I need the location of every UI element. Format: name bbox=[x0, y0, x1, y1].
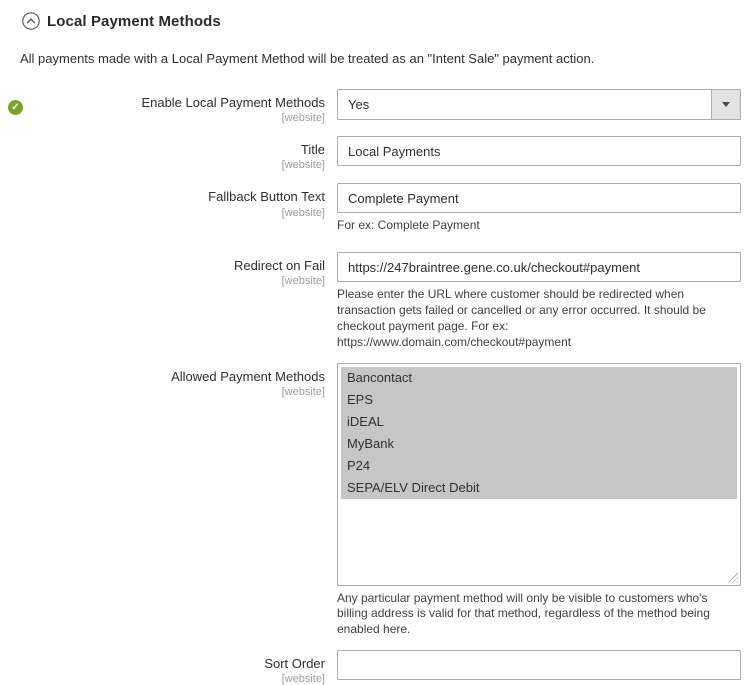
field-row-title bbox=[0, 136, 750, 171]
field-note: Any particular payment method will only be visible to customers who's billing address is valid for that method, regardless of the method being enabled here. bbox=[337, 590, 710, 637]
field-note: For ex: Complete Payment bbox=[337, 218, 480, 233]
section-title: Local Payment Methods bbox=[47, 12, 221, 30]
multiselect-option-ideal[interactable]: iDEAL bbox=[341, 411, 737, 433]
multiselect-option-sepa-elv-direct-debit[interactable]: SEPA/ELV Direct Debit bbox=[341, 477, 737, 499]
valid-check-icon: ✓ bbox=[8, 100, 23, 115]
field-scope: [website] bbox=[281, 385, 325, 398]
field-note: Please enter the URL where customer should be redirected when transaction gets failed or cancelled or any error occurred. It should be checkout payment page. For ex: https://www.domain.com/checkout#payment bbox=[337, 287, 706, 349]
redirect-on-fail-input[interactable] bbox=[337, 252, 741, 282]
field-row-redirect-on-fail bbox=[0, 252, 750, 350]
config-form bbox=[0, 89, 750, 685]
field-label: Sort Order bbox=[264, 656, 325, 672]
field-label-block bbox=[28, 363, 325, 398]
field-row-fallback-button-text bbox=[0, 183, 750, 234]
allowed-payment-methods-multiselect[interactable] bbox=[337, 363, 741, 586]
field-label-block bbox=[28, 252, 325, 287]
field-row-sort-order bbox=[0, 650, 750, 685]
fallback-button-text-input[interactable] bbox=[337, 183, 741, 213]
field-row-allowed-payment-methods bbox=[0, 363, 750, 638]
field-scope: [website] bbox=[281, 112, 325, 125]
enable-local-payment-methods-select[interactable] bbox=[337, 89, 741, 120]
validity-column bbox=[0, 89, 28, 116]
title-input[interactable] bbox=[337, 136, 741, 166]
resize-handle[interactable] bbox=[727, 572, 738, 583]
field-label-block bbox=[28, 183, 325, 218]
multiselect-option-p24[interactable]: P24 bbox=[341, 455, 737, 477]
sort-order-input[interactable] bbox=[337, 650, 741, 680]
field-label: Allowed Payment Methods bbox=[171, 368, 325, 384]
multiselect-option-bancontact[interactable]: Bancontact bbox=[341, 367, 737, 389]
field-scope: [website] bbox=[281, 206, 325, 219]
field-label: Title bbox=[300, 142, 325, 158]
select-caret-button[interactable] bbox=[711, 90, 740, 119]
field-label-block bbox=[28, 136, 325, 171]
field-label-block bbox=[28, 89, 325, 124]
select-current-value: Yes bbox=[348, 96, 370, 112]
field-scope: [website] bbox=[281, 275, 325, 288]
field-label: Fallback Button Text bbox=[208, 189, 325, 205]
field-label: Enable Local Payment Methods bbox=[141, 94, 325, 110]
field-scope: [website] bbox=[281, 673, 325, 685]
field-label-block bbox=[28, 650, 325, 685]
multiselect-option-mybank[interactable]: MyBank bbox=[341, 433, 737, 455]
chevron-down-icon bbox=[722, 102, 730, 107]
section-header[interactable] bbox=[0, 12, 750, 30]
section-description: All payments made with a Local Payment Method will be treated as an "Intent Sale" payment action. bbox=[20, 51, 595, 66]
chevron-up-circle-icon[interactable] bbox=[22, 12, 40, 30]
field-label: Redirect on Fail bbox=[233, 258, 325, 274]
field-row-enable bbox=[0, 89, 750, 124]
field-scope: [website] bbox=[281, 159, 325, 172]
multiselect-option-eps[interactable]: EPS bbox=[341, 389, 737, 411]
